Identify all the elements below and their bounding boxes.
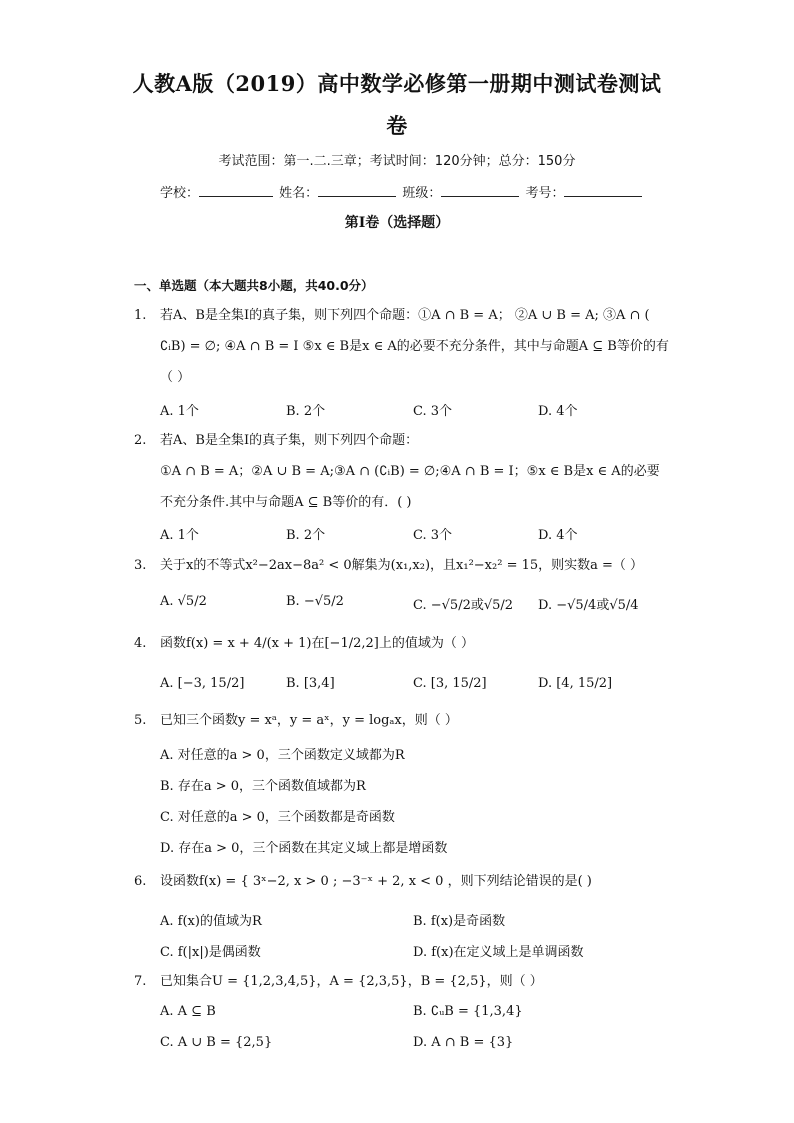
option-b[interactable]: B. 2个: [286, 404, 326, 419]
option-c[interactable]: C. 3个: [413, 528, 453, 543]
option-a[interactable]: A. [−3, 15/2]: [160, 676, 245, 691]
question-line: 不充分条件.其中与命题A ⊆ B等价的有．( ): [160, 495, 412, 510]
option-b[interactable]: B. 存在a > 0，三个函数值域都为R: [160, 779, 366, 794]
option-c[interactable]: C. 3个: [413, 404, 453, 419]
option-a[interactable]: A. √5/2: [160, 594, 207, 609]
question-2: [134, 425, 674, 518]
name-label: 姓名：: [279, 186, 319, 201]
volume-heading: 第I卷（选择题）: [344, 215, 450, 231]
option-b[interactable]: B. f(x)是奇函数: [413, 914, 506, 929]
option-a[interactable]: A. 1个: [160, 404, 199, 419]
question-line: 已知三个函数y = xᵃ，y = aˣ，y = logₐx，则（ ）: [160, 713, 458, 728]
option-a[interactable]: A. 对任意的a > 0，三个函数定义域都为R: [160, 748, 405, 763]
option-d[interactable]: D. −√5/4或√5/4: [538, 598, 639, 613]
option-c[interactable]: C. −√5/2或√5/2: [413, 598, 514, 613]
question-7: [134, 966, 674, 997]
option-d[interactable]: D. 4个: [538, 528, 578, 543]
question-number: 2.: [134, 433, 147, 448]
class-blank[interactable]: [441, 184, 519, 197]
question-number: 6.: [134, 874, 147, 889]
option-a[interactable]: A. 1个: [160, 528, 199, 543]
option-b[interactable]: B. 2个: [286, 528, 326, 543]
exam-title-line2: 卷: [386, 113, 408, 138]
question-line: 若A、B是全集I的真子集，则下列四个命题：: [160, 433, 419, 448]
option-a[interactable]: A. f(x)的值域为R: [160, 914, 262, 929]
question-line: 设函数f(x) = { 3ˣ−2, x > 0 ; −3⁻ˣ + 2, x < 0 ，则下列结论错误的是( ): [160, 874, 592, 889]
question-4: [134, 628, 674, 659]
question-3: [134, 550, 674, 581]
exam-number-blank[interactable]: [564, 184, 642, 197]
question-line: 关于x的不等式x²−2ax−8a² < 0解集为(x₁,x₂)，且x₁²−x₂² = 15，则实数a =（ ）: [160, 558, 644, 573]
option-a[interactable]: A. A ⊆ B: [160, 1004, 216, 1019]
question-line: 若A、B是全集I的真子集，则下列四个命题：①A ∩ B = A； ②A ∪ B = A; ③A ∩ (: [160, 308, 650, 323]
question-number: 5.: [134, 713, 147, 728]
option-b[interactable]: B. [3,4]: [286, 676, 335, 691]
student-info-fields: [160, 182, 640, 201]
question-line: 已知集合U = {1,2,3,4,5}，A = {2,3,5}，B = {2,5}，则（ ）: [160, 974, 543, 989]
option-c[interactable]: C. A ∪ B = {2,5}: [160, 1035, 273, 1050]
question-1: [134, 300, 674, 393]
exam-info: 考试范围：第一.二.三章；考试时间：120分钟；总分：150分: [218, 154, 576, 169]
question-5: [134, 705, 674, 736]
exam-title-line1: 人教A版（2019）高中数学必修第一册期中测试卷测试: [132, 71, 662, 96]
section-heading: 一、单选题（本大题共8小题，共40.0分）: [134, 278, 374, 293]
question-number: 1.: [134, 308, 147, 323]
question-line: （ ）: [160, 370, 191, 385]
question-number: 4.: [134, 636, 147, 651]
option-c[interactable]: C. f(|x|)是偶函数: [160, 945, 261, 960]
option-c[interactable]: C. 对任意的a > 0，三个函数都是奇函数: [160, 810, 395, 825]
option-d[interactable]: D. 存在a > 0，三个函数在其定义域上都是增函数: [160, 841, 448, 856]
name-blank[interactable]: [318, 184, 396, 197]
option-d[interactable]: D. A ∩ B = {3}: [413, 1035, 514, 1050]
option-c[interactable]: C. [3, 15/2]: [413, 676, 487, 691]
question-number: 3.: [134, 558, 147, 573]
option-b[interactable]: B. ∁ᵤB = {1,3,4}: [413, 1004, 523, 1019]
option-d[interactable]: D. 4个: [538, 404, 578, 419]
class-label: 班级：: [402, 186, 442, 201]
option-d[interactable]: D. f(x)在定义域上是单调函数: [413, 945, 584, 960]
question-6: [134, 866, 674, 897]
exam-number-label: 考号：: [525, 186, 565, 201]
school-blank[interactable]: [199, 184, 273, 197]
option-b[interactable]: B. −√5/2: [286, 594, 344, 609]
question-line: ①A ∩ B = A；②A ∪ B = A;③A ∩ (∁ᵢB) = ∅;④A ∩ B = I；⑤x ∈ B是x ∈ A的必要: [160, 464, 660, 479]
question-line: 函数f(x) = x + 4/(x + 1)在[−1/2,2]上的值域为（ ）: [160, 636, 474, 651]
question-number: 7.: [134, 974, 147, 989]
question-line: ∁ᵢB) = ∅; ④A ∩ B = I ⑤x ∈ B是x ∈ A的必要不充分条件，其中与命题A ⊆ B等价的有: [160, 339, 669, 354]
school-label: 学校：: [160, 186, 200, 201]
option-d[interactable]: D. [4, 15/2]: [538, 676, 613, 691]
